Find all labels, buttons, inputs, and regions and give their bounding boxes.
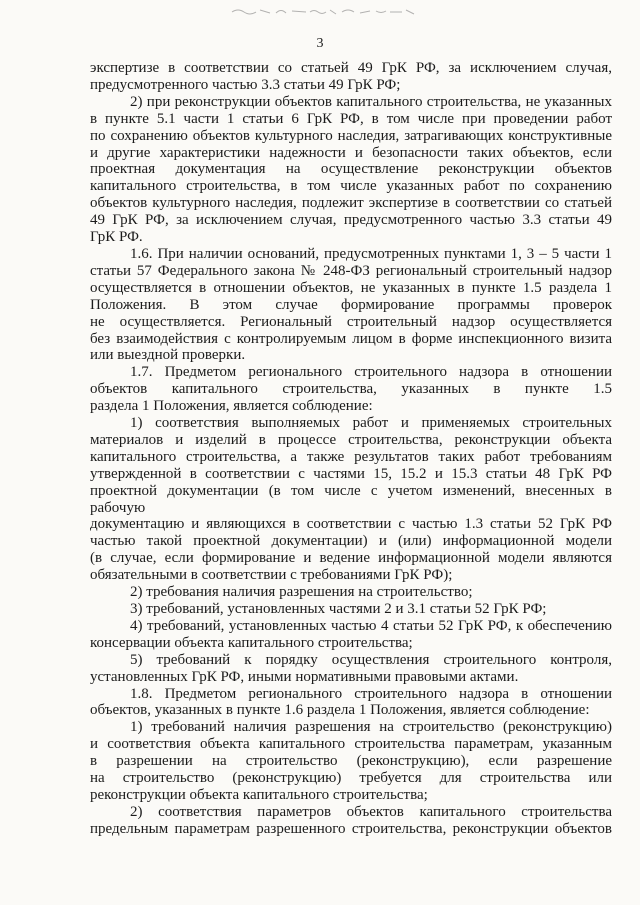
text-line: 2) соответствия параметров объектов капитального строительства [130, 803, 612, 820]
text-line: 1) соответствия выполняемых работ и применяемых строительных [130, 415, 612, 432]
text-line: установленных ГрК РФ, иными нормативными правовыми актами. [90, 668, 519, 685]
text-line: на строительство (реконструкцию) требуется для строительства или [90, 770, 612, 787]
page-number: 3 [316, 36, 324, 51]
text-line: осуществляется в отношении объектов, не указанных в пункте 1.5 раздела 1 [90, 279, 612, 296]
text-line: 5) требований к порядку осуществления строительного контроля, [130, 651, 612, 668]
text-line: и другие характеристики надежности и безопасности таких объектов, если [90, 144, 612, 161]
text-line: Положения. В этом случае формирование программы проверок [90, 296, 612, 313]
text-line: объектов, указанных в пункте 1.6 раздела 1 Положения, является соблюдение: [90, 702, 590, 719]
text-line: раздела 1 Положения, является соблюдение: [90, 398, 373, 415]
text-line: частью такой проектной документации) и (или) информационной модели [90, 533, 612, 550]
text-line: 4) требований, установленных частью 4 статьи 52 ГрК РФ, к обеспечению [130, 617, 612, 634]
scan-artifact [230, 4, 420, 18]
text-line: 1.6. При наличии оснований, предусмотренных пунктами 1, 3 – 5 части 1 [130, 245, 612, 262]
text-line: ГрК РФ. [90, 229, 143, 246]
text-line: не осуществляется. Региональный строительный надзор осуществляется [90, 313, 612, 330]
text-line: документацию и являющихся в соответствии с частью 1.3 статьи 52 ГрК РФ [90, 516, 612, 533]
text-line: 2) при реконструкции объектов капитального строительства, не указанных [130, 93, 612, 110]
text-line: материалов и изделий в процессе строительства, реконструкции объекта [90, 431, 612, 448]
text-line: проектная документация на осуществление реконструкции объектов [90, 161, 612, 178]
text-line: 2) требования наличия разрешения на строительство; [130, 584, 473, 601]
text-line: статьи 57 Федерального закона № 248-ФЗ региональный строительный надзор [90, 262, 612, 279]
text-line: 3) требований, установленных частями 2 и 3.1 статьи 52 ГрК РФ; [130, 601, 547, 617]
text-line: реконструкции объекта капитального строительства; [90, 786, 428, 803]
text-line: 1.7. Предметом регионального строительного надзора в отношении [130, 364, 612, 381]
text-line: 49 ГрК РФ, за исключением случая, предусмотренного частью 3.3 статьи 49 [90, 212, 612, 229]
text-line: по сохранению объектов культурного наследия, затрагивающих конструктивные [90, 127, 612, 144]
text-line: экспертизе в соответствии со статьей 49 ГрК РФ, за исключением случая, [90, 60, 612, 76]
text-line: в пункте 5.1 части 1 статьи 6 ГрК РФ, в том числе при проведении работ [90, 110, 612, 127]
text-line: без взаимодействия с контролируемым лицом в форме инспекционного визита [90, 330, 612, 347]
text-line: капитального строительства, а также результатов таких работ требованиям [90, 448, 612, 465]
text-line: объектов культурного наследия, подлежит экспертизе в соответствии со статьей [90, 195, 612, 212]
text-line: в разрешении на строительство (реконструкцию), если разрешение [90, 753, 612, 770]
text-line: капитального строительства, в том числе указанных работ по сохранению [90, 178, 612, 195]
text-line: 1.8. Предметом регионального строительного надзора в отношении [130, 685, 612, 702]
text-line: 1) требований наличия разрешения на строительство (реконструкцию) [130, 719, 612, 736]
text-line: утвержденной в соответствии с частями 15, 15.2 и 15.3 статьи 48 ГрК РФ [90, 465, 612, 482]
text-line: объектов капитального строительства, указанных в пункте 1.5 [90, 381, 612, 398]
text-line: или выездной проверки. [90, 347, 246, 364]
text-line: предельным параметрам разрешенного строительства, реконструкции объектов [90, 820, 612, 837]
text-line: предусмотренного частью 3.3 статьи 49 ГрК РФ; [90, 76, 401, 93]
document-body [90, 60, 612, 838]
text-line: обязательными в соответствии с требованиями ГрК РФ); [90, 567, 453, 584]
text-line: (в случае, если формирование и ведение информационной модели являются [90, 550, 612, 567]
text-line: консервации объекта капитального строительства; [90, 634, 413, 651]
text-line: проектной документации (в том числе с учетом изменений, внесенных в рабочую [90, 482, 612, 516]
text-line: и соответствия объекта капитального строительства параметрам, указанным [90, 736, 612, 753]
